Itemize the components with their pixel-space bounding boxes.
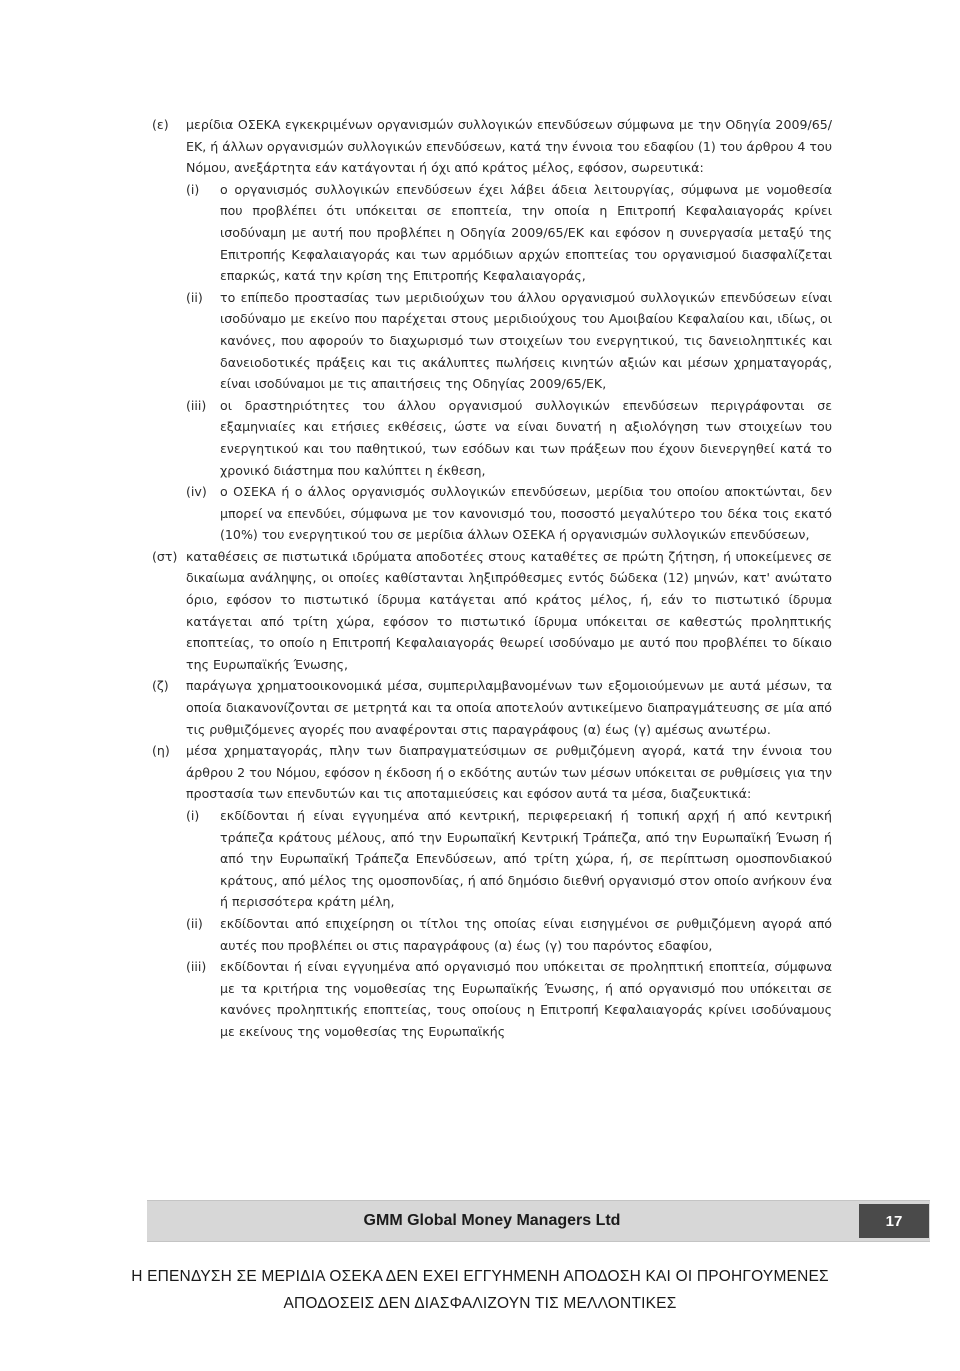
subclause-ii: [186, 287, 832, 395]
footer-company-name: GMM Global Money Managers Ltd: [363, 1212, 621, 1229]
risk-disclaimer: [60, 1263, 900, 1317]
subclause-marker: (i): [186, 181, 200, 197]
subclause-text: εκδίδονται ή είναι εγγυημένα από οργανισμό που υπόκειται σε προληπτική εποπτεία, σύμφωνα με τα κριτήρια της νομοθεσίας της Ευρωπαϊκής Ένωσης, ή από οργανισμό που υπόκειται σε κανόνες προληπτικής εποπτείας, τους οποίους η Επιτροπή Κεφαλαιαγοράς κρίνει ισοδύναμους με εκείνους της νομοθεσίας της Ευρωπαϊκής: [220, 959, 832, 1039]
subclause-text: το επίπεδο προστασίας των μεριδιούχων του άλλου οργανισμού συλλογικών επενδύσεων είναι ισοδύναμο με εκείνο που παρέχεται στους μεριδιούχους του Αμοιβαίου Κεφαλαίου και, ιδίως, οι κανόνες, που αφορούν το διαχωρισμό των στοιχείων του ενεργητικού, τις δανειοληπτικές και δανειοδοτικές πράξεις και τις ακάλυπτες πωλήσεις κινητών αξιών και μέσων χρηματαγοράς, είναι ισοδύναμοι με τις απαιτήσεις της Οδηγίας 2009/65/ΕΚ,: [220, 289, 832, 392]
clause-text: καταθέσεις σε πιστωτικά ιδρύματα αποδοτέες στους καταθέτες σε πρώτη ζήτηση, ή υποκείμενες σε δικαίωμα ανάληψης, οι οποίες καθίστανται ληξιπρόθεσμες εντός δώδεκα (12) μηνών, κατ' ανώτατο όριο, εφόσον το πιστωτικό ίδρυμα κατάγεται από κράτος μέλος, ή, εάν το πιστωτικό ίδρυμα κατάγεται από τρίτη χώρα, εφόσον το πιστωτικό ίδρυμα υπόκειται σε καθεστώς προληπτικής εποπτείας, το οποίο η Επιτροπή Κεφαλαιαγοράς θεωρεί ισοδύναμο με αυτό που προβλέπει το δίκαιο της Ευρωπαϊκής Ένωσης,: [186, 548, 832, 672]
subclause-iii: [186, 956, 832, 1042]
subclause-text: εκδίδονται από επιχείρηση οι τίτλοι της οποίας είναι εισηγμένοι σε ρυθμιζόμενη αγορά από αυτές που προβλέπει οι στις παραγράφους (α) έως (γ) του παρόντος εδαφίου,: [220, 915, 832, 953]
clause-e: [152, 114, 832, 546]
clause-h: [152, 740, 832, 1042]
subclause-text: εκδίδονται ή είναι εγγυημένα από κεντρική, περιφερειακή ή τοπική αρχή ή από κεντρική τράπεζα κράτους μέλους, από την Ευρωπαϊκή Κεντρική Τράπεζα, από την Ευρωπαϊκή Ένωση ή από την Ευρωπαϊκή Τράπεζα Επενδύσεων, από τρίτη χώρα, ή, σε περίπτωση ομοσπονδιακού κράτους, από μέλος της ομοσπονδίας, ή από δημόσιο διεθνή οργανισμό στον οποίο ανήκουν ένα ή περισσότερα κράτη μέλη,: [220, 808, 832, 910]
clause-body: [186, 114, 832, 546]
subclause-marker: (ii): [186, 915, 203, 931]
subclause-i: [186, 805, 832, 913]
footer-bar: [147, 1200, 930, 1242]
subclause-marker: (iii): [186, 397, 207, 413]
clause-marker: (ε): [152, 117, 169, 132]
disclaimer-line-1: Η ΕΠΕΝΔΥΣΗ ΣΕ ΜΕΡΙΔΙΑ ΟΣΕΚΑ ΔΕΝ ΕΧΕΙ ΕΓΓΥΗΜΕΝΗ ΑΠΟΔΟΣΗ ΚΑΙ ΟΙ ΠΡΟΗΓΟΥΜΕΝΕΣ: [131, 1268, 829, 1285]
subclause-iii: [186, 395, 832, 481]
subclause-text: οι δραστηριότητες του άλλου οργανισμού συλλογικών επενδύσεων περιγράφονται σε εξαμηνιαίες και ετήσιες εκθέσεις, ώστε να είναι δυνατή η αξιολόγηση των στοιχείων του ενεργητικού και του παθητικού, των εσόδων και των πράξεων που έχουν διενεργηθεί κατά το χρονικό διάστημα που καλύπτει η έκθεση,: [220, 397, 832, 478]
subclause-marker: (iv): [186, 484, 207, 500]
clause-body: [186, 740, 832, 1042]
disclaimer-line-2: ΑΠΟΔΟΣΕΙΣ ΔΕΝ ΔΙΑΣΦΑΛΙΖΟΥΝ ΤΙΣ ΜΕΛΛΟΝΤΙΚΕΣ: [283, 1295, 677, 1312]
subclause-marker: (i): [186, 808, 200, 823]
subclause-text: ο ΟΣΕΚΑ ή ο άλλος οργανισμός συλλογικών επενδύσεων, μερίδια του οποίου αποκτώνται, δεν μπορεί να επενδύει, σύμφωνα με τον κανονισμό του, ποσοστό μεγαλύτερο του δέκα τοις εκατό (10%) του ενεργητικού του σε μερίδια άλλων ΟΣΕΚΑ ή οργανισμών συλλογικών επενδύσεων,: [220, 484, 832, 543]
document-body: [152, 114, 832, 1043]
subclause-marker: (iii): [186, 959, 207, 975]
subclause-marker: (ii): [186, 289, 203, 305]
clause-st: [152, 546, 832, 676]
subclause-text: ο οργανισμός συλλογικών επενδύσεων έχει λάβει άδεια λειτουργίας, σύμφωνα με νομοθεσία που προβλέπει ότι υπόκειται σε εποπτεία, την οποία η Επιτροπή Κεφαλαιαγοράς κρίνει ισοδύναμη με αυτή που προβλέπει η Οδηγία 2009/65/ΕΚ και εφόσον η συνεργασία μεταξύ της Επιτροπής Κεφαλαιαγοράς και των αρμόδιων αρχών εποπτείας του οργανισμού διασφαλίζεται επαρκώς, κατά την κρίση της Επιτροπής Κεφαλαιαγοράς,: [220, 181, 832, 284]
subclause-i: [186, 179, 832, 287]
clause-text: μερίδια ΟΣΕΚΑ εγκεκριμένων οργανισμών συλλογικών επενδύσεων σύμφωνα με την Οδηγία 2009/65/ΕΚ, ή άλλων οργανισμών συλλογικών επενδύσεων, κατά την έννοια του εδαφίου (1) του άρθρου 4 του Νόμου, ανεξάρτητα εάν κατάγονται ή όχι από κράτος μέλος, εφόσον, σωρευτικά:: [186, 117, 832, 176]
clause-z: [152, 675, 832, 740]
subclause-iv: [186, 481, 832, 546]
clause-text: μέσα χρηματαγοράς, πλην των διαπραγματεύσιμων σε ρυθμιζόμενη αγορά, κατά την έννοια του άρθρου 2 του Νόμου, εφόσον η έκδοση ή ο εκδότης αυτών των μέσων υπόκειται σε ρυθμίσεις για την προστασία των επενδυτών και τις αποταμιεύσεις και εφόσον αυτά τα μέσα, διαζευκτικά:: [186, 743, 832, 802]
subclause-ii: [186, 913, 832, 956]
clause-marker: (ζ): [152, 678, 169, 694]
clause-marker: (στ): [152, 548, 178, 564]
clause-text: παράγωγα χρηματοοικονομικά μέσα, συμπεριλαμβανομένων των εξομοιούμενων με αυτά μέσων, τα οποία διακανονίζονται σε μετρητά και τα οποία αποτελούν αντικείμενο διαπραγμάτευσης σε μία από τις ρυθμιζόμενες αγορές που αναφέρονται στις παραγράφους (α) έως (γ) αμέσως ανωτέρω.: [186, 678, 832, 737]
clause-marker: (η): [152, 743, 170, 759]
page-number: 17: [859, 1204, 929, 1238]
